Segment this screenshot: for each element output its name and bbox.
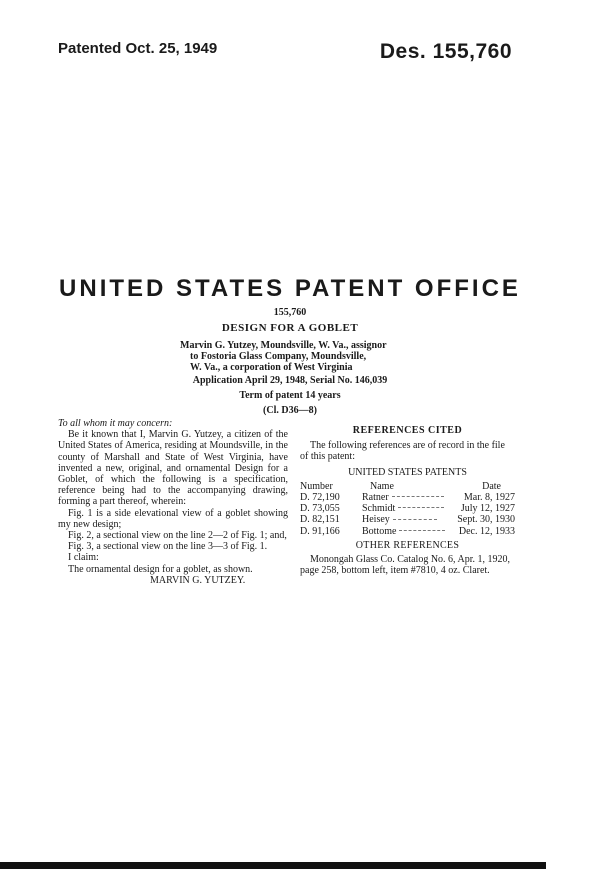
reference-date: Sept. 30, 1930	[457, 514, 515, 526]
reference-name: Heisey	[362, 514, 390, 526]
figure-description: Fig. 3, a sectional view on the line 3—3 of Fig. 1.	[68, 541, 268, 553]
references-table	[300, 481, 515, 537]
reference-date: Mar. 8, 1927	[463, 492, 515, 504]
inventor-line: to Fostoria Glass Company, Moundsville,	[190, 351, 367, 362]
figure-description: Fig. 1 is a side elevational view of a goblet showing my new design;	[58, 507, 288, 530]
reference-name: Ratner	[362, 492, 389, 504]
leader-dots	[399, 530, 445, 531]
leader-dots	[392, 496, 444, 497]
patent-title: DESIGN FOR A GOBLET	[221, 322, 359, 334]
reference-date: Dec. 12, 1933	[458, 525, 515, 537]
patented-date: Patented Oct. 25, 1949	[58, 40, 218, 57]
table-row	[300, 526, 515, 537]
other-references-heading: OTHER REFERENCES	[355, 539, 460, 551]
column-header-name: Name	[370, 480, 394, 492]
reference-number: D. 91,166	[300, 525, 340, 537]
table-header-row	[300, 481, 515, 492]
reference-number: D. 72,190	[300, 492, 340, 504]
application-line: Application April 29, 1948, Serial No. 146,039	[192, 375, 388, 386]
table-row	[300, 503, 515, 514]
classification: (Cl. D36—8)	[263, 405, 317, 416]
reference-number: D. 82,151	[300, 514, 340, 526]
references-column	[300, 425, 515, 576]
inventor-block	[180, 340, 410, 373]
column-header-date: Date	[482, 480, 501, 492]
table-row	[300, 492, 515, 503]
salutation: To all whom it may concern:	[58, 418, 173, 429]
reference-name-cell	[362, 514, 454, 525]
claim-heading: I claim:	[68, 552, 99, 564]
references-heading: REFERENCES CITED	[352, 425, 463, 436]
patent-office-heading: UNITED STATES PATENT OFFICE	[59, 275, 521, 302]
specification-paragraph: Be it known that I, Marvin G. Yutzey, a citizen of the United States of America, residing at Moundsville, in the county of Marshall and State of West Virginia, have invented a new, original, and ornamental Design for a Goblet, of which the following is a specification, reference being had to the accompanying drawing, forming a part thereof, wherein:	[58, 429, 288, 508]
claim-text: The ornamental design for a goblet, as shown.	[68, 563, 253, 575]
references-intro: The following references are of record in the file of this patent:	[300, 440, 505, 463]
inventor-line: W. Va., a corporation of West Virginia	[190, 362, 353, 373]
column-header-number: Number	[300, 480, 333, 492]
design-patent-number: Des. 155,760	[379, 40, 512, 63]
reference-name: Bottome	[362, 525, 397, 537]
reference-name-cell	[362, 526, 454, 537]
figure-description: Fig. 2, a sectional view on the line 2—2 of Fig. 1; and,	[68, 530, 287, 542]
reference-number: D. 73,055	[300, 503, 340, 515]
reference-name-cell	[362, 492, 454, 503]
leader-dots	[393, 519, 437, 520]
reference-date: July 12, 1927	[460, 503, 515, 515]
patent-number: 155,760	[273, 307, 307, 318]
inventor-line: Marvin G. Yutzey, Moundsville, W. Va., assignor	[180, 340, 387, 351]
inventor-signature: MARVIN G. YUTZEY.	[150, 574, 246, 586]
patent-term: Term of patent 14 years	[239, 390, 341, 401]
table-row	[300, 514, 515, 525]
leader-dots	[398, 507, 444, 508]
specification-column	[58, 418, 288, 586]
us-patents-heading: UNITED STATES PATENTS	[348, 466, 467, 478]
reference-name-cell	[362, 503, 454, 514]
other-references-text: Monongah Glass Co. Catalog No. 6, Apr. 1, 1920, page 258, bottom left, item #7810, 4 oz. Claret.	[300, 554, 510, 577]
reference-name: Schmidt	[362, 503, 396, 515]
bottom-border-bar	[0, 862, 546, 869]
